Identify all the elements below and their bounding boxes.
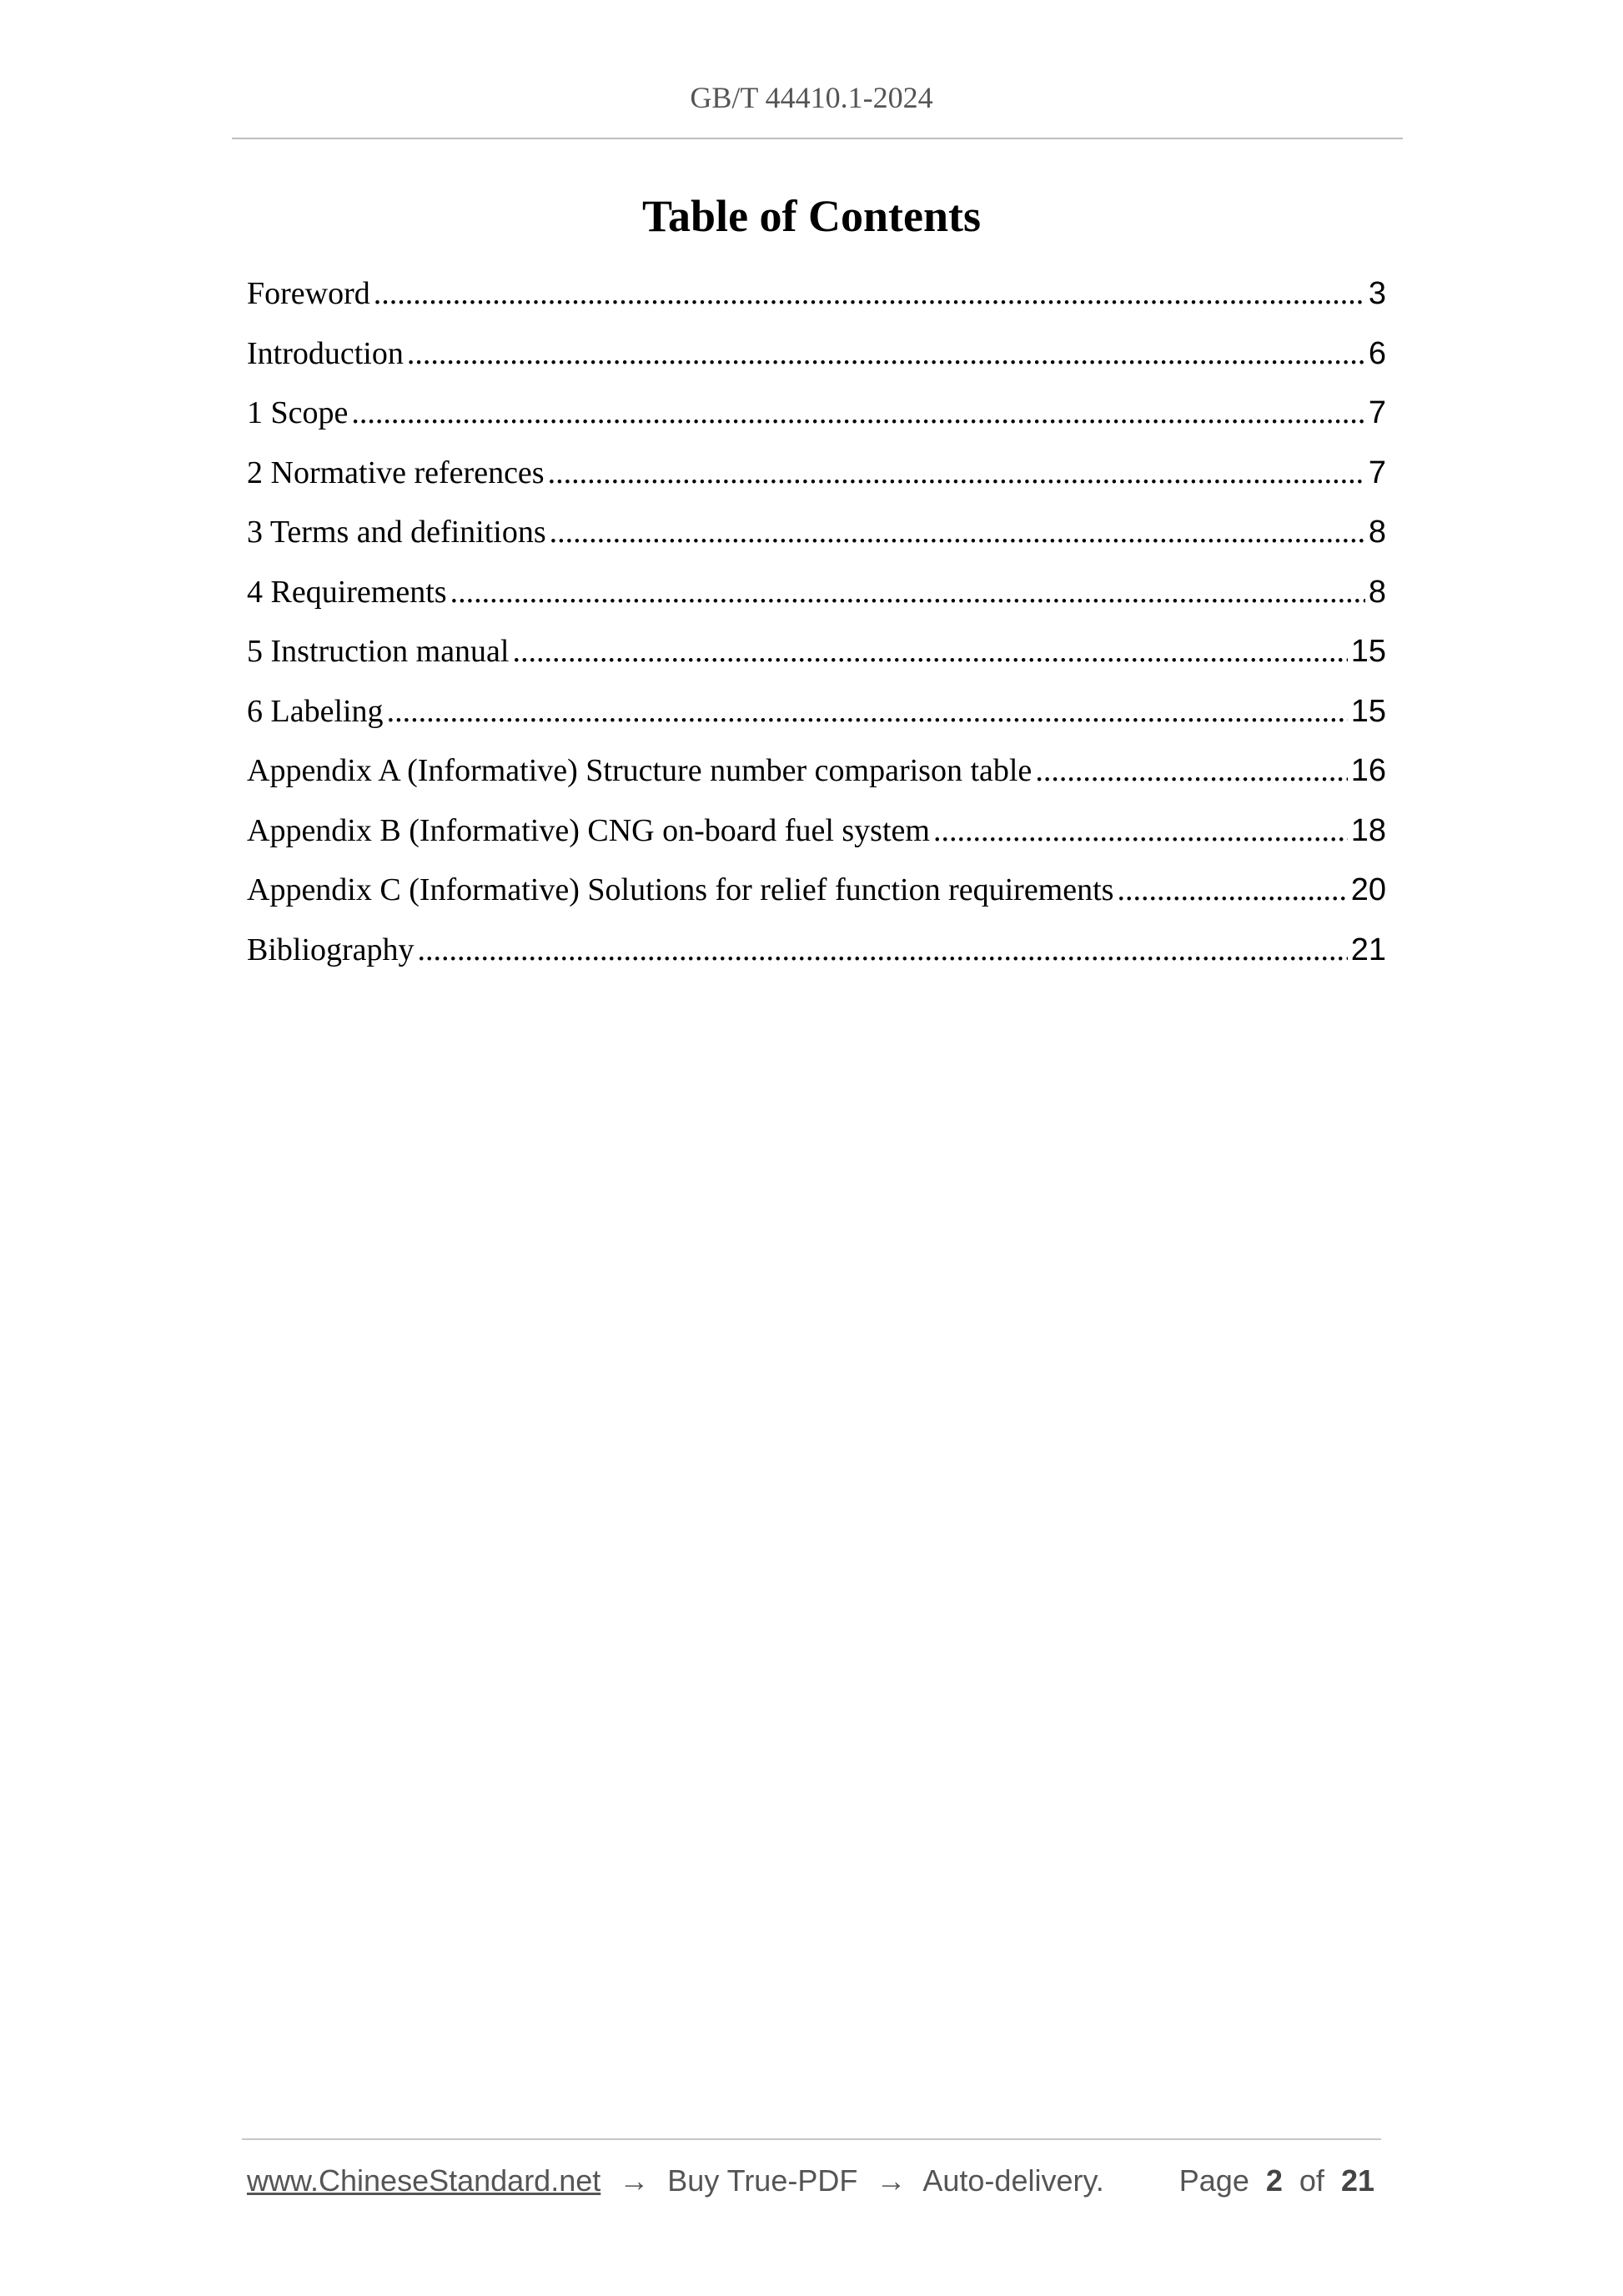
toc-entry-label: Appendix B (Informative) CNG on-board fuel system: [247, 812, 930, 848]
toc-entry-label: 1 Scope: [247, 395, 349, 430]
toc-entry-terms-and-definitions[interactable]: [247, 514, 1386, 574]
toc-dot-leader: [418, 932, 1348, 968]
toc-entry-appendix-a[interactable]: [247, 752, 1386, 812]
right-arrow-icon: →: [619, 2163, 650, 2198]
toc-entry-label: 3 Terms and definitions: [247, 515, 546, 550]
toc-entry-label: 5 Instruction manual: [247, 634, 510, 669]
toc-entry-page: 15: [1350, 693, 1386, 729]
of-word: of: [1299, 2163, 1324, 2198]
toc-entry-page: 16: [1350, 753, 1386, 788]
document-code-header: GB/T 44410.1-2024: [690, 81, 933, 114]
toc-entry-page: 8: [1368, 574, 1386, 610]
website-link[interactable]: www.ChineseStandard.net: [247, 2163, 601, 2198]
toc-entry-label: Bibliography: [247, 932, 415, 967]
toc-dot-leader: [450, 574, 1365, 610]
toc-entry-page: 18: [1350, 812, 1386, 848]
right-arrow-icon: →: [876, 2163, 907, 2198]
toc-dot-leader: [1035, 752, 1347, 789]
toc-entry-page: 6: [1368, 335, 1386, 371]
toc-entry-normative-references[interactable]: [247, 455, 1386, 515]
toc-title: Table of Contents: [641, 191, 982, 241]
toc-entry-appendix-c[interactable]: [247, 872, 1386, 932]
toc-entry-label: 2 Normative references: [247, 455, 545, 490]
header-divider: [232, 138, 1403, 139]
auto-delivery-text: Auto-delivery.: [922, 2163, 1104, 2198]
toc-entry-label: 4 Requirements: [247, 574, 447, 610]
toc-dot-leader: [548, 455, 1365, 491]
toc-entry-label: 6 Labeling: [247, 693, 384, 729]
toc-dot-leader: [387, 693, 1348, 730]
toc-dot-leader: [407, 335, 1365, 372]
toc-entry-page: 15: [1350, 634, 1386, 669]
toc-entry-label: Foreword: [247, 276, 370, 311]
page-footer: [247, 2163, 1374, 2198]
toc-entry-bibliography[interactable]: [247, 932, 1386, 992]
toc-entry-appendix-b[interactable]: [247, 812, 1386, 872]
toc-entry-requirements[interactable]: [247, 574, 1386, 634]
toc-dot-leader: [1117, 872, 1347, 908]
footer-divider: [242, 2138, 1381, 2140]
toc-dot-leader: [512, 633, 1347, 670]
toc-entry-label: Appendix C (Informative) Solutions for relief function requirements: [247, 872, 1114, 907]
toc-entry-label: Introduction: [247, 335, 404, 371]
toc-entry-labeling[interactable]: [247, 693, 1386, 753]
table-of-contents: [247, 275, 1386, 991]
toc-entry-page: 21: [1350, 932, 1386, 967]
toc-entry-foreword[interactable]: [247, 275, 1386, 335]
buy-true-pdf-text: Buy True-PDF: [667, 2163, 858, 2198]
toc-dot-leader: [374, 275, 1365, 312]
toc-entry-page: 7: [1368, 455, 1386, 490]
toc-dot-leader: [351, 394, 1364, 431]
toc-entry-page: 8: [1368, 515, 1386, 550]
total-page-count: 21: [1340, 2163, 1374, 2198]
toc-entry-page: 7: [1368, 395, 1386, 430]
toc-entry-page: 20: [1350, 872, 1386, 907]
toc-entry-label: Appendix A (Informative) Structure number comparison table: [247, 753, 1033, 788]
page-number-indicator: [1179, 2163, 1374, 2198]
toc-entry-scope[interactable]: [247, 394, 1386, 455]
current-page-number: 2: [1265, 2163, 1283, 2198]
toc-entry-instruction-manual[interactable]: [247, 633, 1386, 693]
toc-dot-leader: [933, 812, 1348, 849]
toc-dot-leader: [550, 514, 1365, 550]
page-word: Page: [1178, 2163, 1249, 2198]
toc-entry-page: 3: [1368, 276, 1386, 311]
toc-entry-introduction[interactable]: [247, 335, 1386, 395]
